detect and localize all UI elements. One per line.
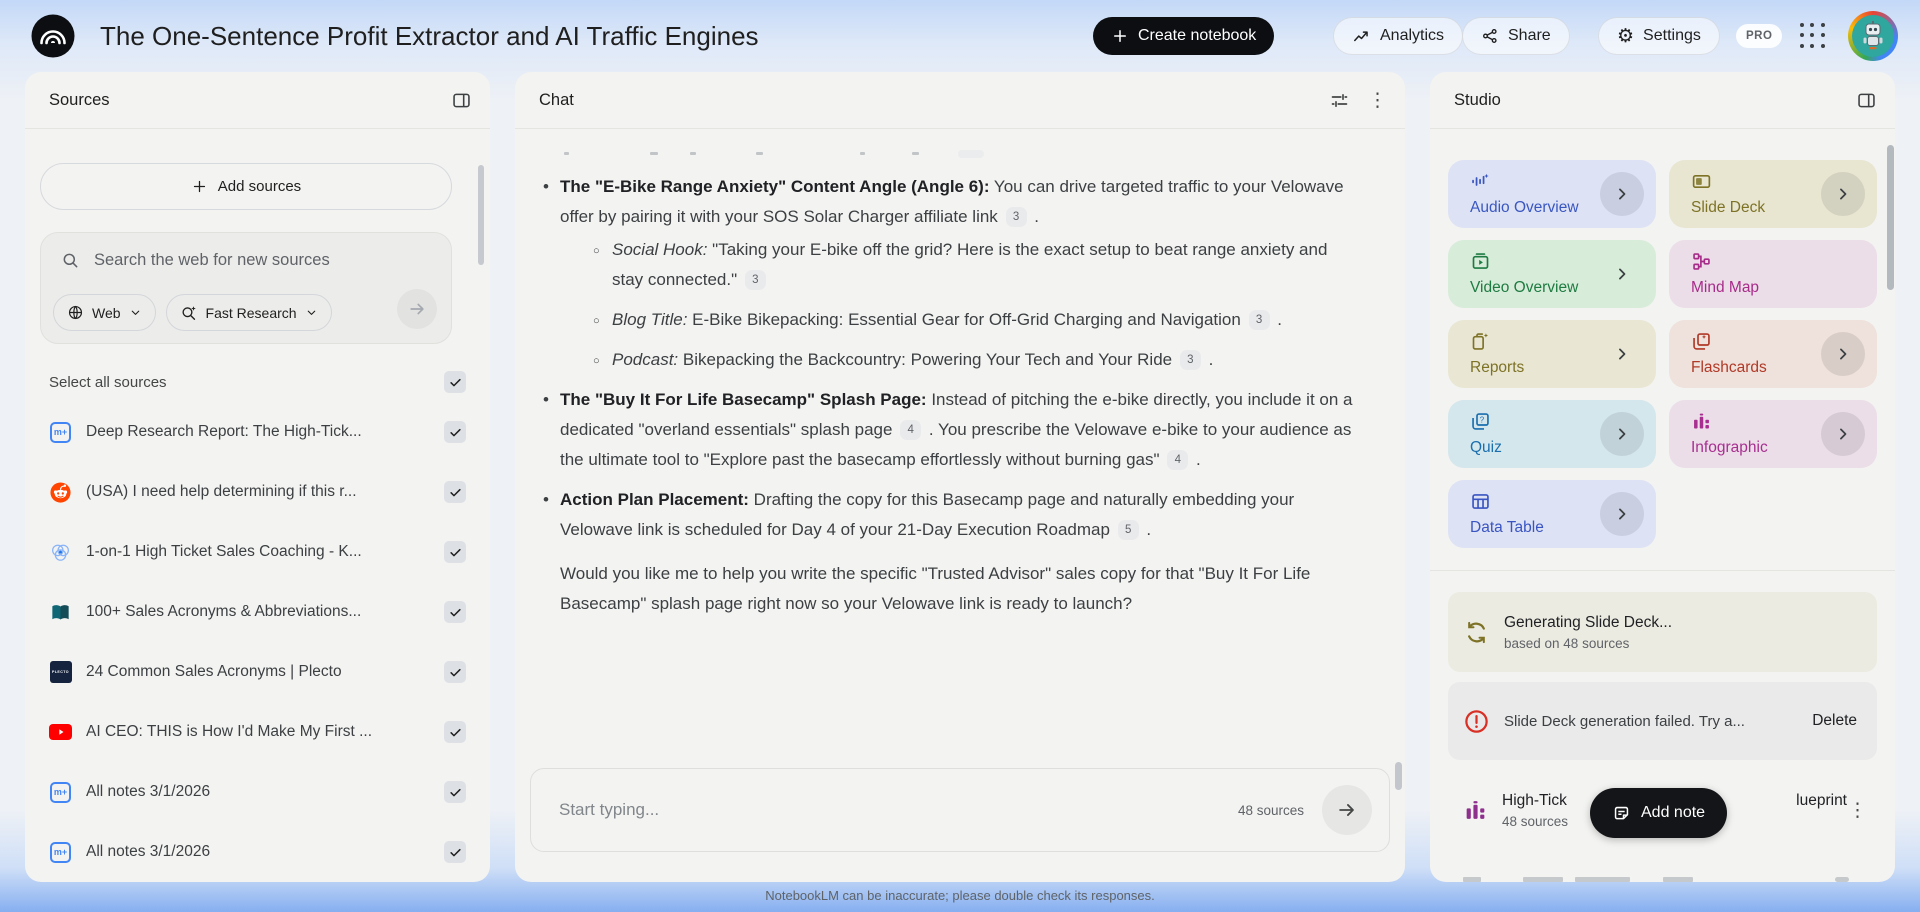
research-mode-dropdown[interactable]: Fast Research bbox=[166, 294, 332, 331]
generating-status-row[interactable] bbox=[1448, 592, 1877, 672]
tile-label: Infographic bbox=[1691, 439, 1768, 456]
refresh-icon bbox=[1463, 619, 1490, 646]
source-title: (USA) I need help determining if this r... bbox=[86, 483, 357, 500]
studio-tile-audio-overview[interactable] bbox=[1448, 160, 1656, 228]
settings-button[interactable]: ⚙︎ Settings bbox=[1598, 17, 1720, 55]
search-icon bbox=[61, 251, 80, 270]
globe-icon bbox=[67, 304, 84, 321]
tile-label: Audio Overview bbox=[1470, 199, 1579, 216]
create-notebook-button[interactable]: Create notebook bbox=[1093, 17, 1274, 55]
select-all-row bbox=[49, 367, 466, 397]
studio-tile-grid bbox=[1448, 160, 1877, 548]
source-checkbox[interactable] bbox=[444, 601, 466, 623]
chevron-down-icon bbox=[305, 306, 318, 319]
share-button[interactable]: Share bbox=[1462, 17, 1570, 55]
studio-divider bbox=[1430, 570, 1895, 571]
account-avatar[interactable] bbox=[1848, 11, 1898, 61]
chat-input-bar bbox=[530, 768, 1390, 852]
source-title: AI CEO: THIS is How I'd Make My First ... bbox=[86, 723, 373, 740]
source-checkbox[interactable] bbox=[444, 481, 466, 503]
quiz-icon bbox=[1470, 411, 1491, 432]
source-checkbox[interactable] bbox=[444, 421, 466, 443]
source-checkbox[interactable] bbox=[444, 841, 466, 863]
tile-label: Quiz bbox=[1470, 439, 1502, 456]
select-all-label: Select all sources bbox=[49, 373, 167, 391]
youtube-icon bbox=[49, 721, 72, 744]
svg-text:?: ? bbox=[1479, 415, 1485, 425]
notebook-title[interactable]: The One-Sentence Profit Extractor and AI Traffic Engines bbox=[100, 20, 759, 51]
book-icon bbox=[49, 601, 72, 624]
avatar-robot-image bbox=[1852, 15, 1894, 57]
source-row[interactable] bbox=[25, 762, 490, 822]
chevron-right-icon[interactable] bbox=[1600, 492, 1644, 536]
artifact-title-left: High-Tick bbox=[1502, 791, 1567, 809]
citation-chip[interactable]: 4 bbox=[900, 420, 921, 440]
datatable-icon bbox=[1470, 491, 1491, 512]
delete-button[interactable]: Delete bbox=[1812, 712, 1857, 729]
add-sources-button[interactable]: Add sources bbox=[40, 163, 452, 210]
studio-panel-title: Studio bbox=[1454, 90, 1501, 109]
chevron-right-icon[interactable] bbox=[1821, 172, 1865, 216]
studio-tile-slide-deck[interactable] bbox=[1669, 160, 1877, 228]
tile-label: Mind Map bbox=[1691, 279, 1760, 296]
note-icon bbox=[1612, 804, 1631, 823]
infographic-bars-icon bbox=[1463, 798, 1488, 823]
chat-panel-title: Chat bbox=[539, 90, 574, 109]
top-bar bbox=[0, 0, 1920, 72]
chevron-right-icon[interactable] bbox=[1600, 172, 1644, 216]
plecto-icon: PLECTO bbox=[49, 661, 72, 684]
chevron-right-icon[interactable] bbox=[1821, 412, 1865, 456]
note-icon: m+ bbox=[49, 421, 72, 444]
note-icon: m+ bbox=[49, 841, 72, 864]
plus-icon bbox=[1111, 27, 1129, 45]
pro-badge: PRO bbox=[1736, 24, 1782, 48]
chat-scroll-area[interactable] bbox=[515, 129, 1399, 748]
studio-tile-quiz[interactable] bbox=[1448, 400, 1656, 468]
studio-tile-flashcards[interactable] bbox=[1669, 320, 1877, 388]
studio-tile-reports[interactable] bbox=[1448, 320, 1656, 388]
audio-icon bbox=[1470, 171, 1491, 192]
tile-label: Video Overview bbox=[1470, 279, 1579, 296]
source-checkbox[interactable] bbox=[444, 721, 466, 743]
web-search-box bbox=[40, 232, 452, 344]
chat-scrollbar[interactable] bbox=[1395, 762, 1402, 790]
studio-panel bbox=[1430, 72, 1895, 882]
video-icon bbox=[1470, 251, 1491, 272]
failed-status-row[interactable] bbox=[1448, 682, 1877, 760]
disclaimer-text: NotebookLM can be inaccurate; please double check its responses. bbox=[765, 888, 1155, 903]
studio-tile-infographic[interactable] bbox=[1669, 400, 1877, 468]
tile-label: Reports bbox=[1470, 359, 1525, 376]
source-row[interactable] bbox=[25, 462, 490, 522]
plus-icon bbox=[191, 178, 208, 195]
source-title: All notes 3/1/2026 bbox=[86, 783, 211, 800]
infographic-icon bbox=[1691, 411, 1712, 432]
tile-label: Flashcards bbox=[1691, 359, 1767, 376]
send-button[interactable] bbox=[1322, 785, 1372, 835]
source-row[interactable] bbox=[25, 402, 490, 462]
source-row[interactable] bbox=[25, 582, 490, 642]
studio-tile-data-table[interactable] bbox=[1448, 480, 1656, 548]
studio-scrollbar[interactable] bbox=[1887, 145, 1894, 290]
source-title: 100+ Sales Acronyms & Abbreviations... bbox=[86, 603, 362, 620]
chat-input[interactable] bbox=[531, 799, 1238, 821]
citation-chip[interactable]: 3 bbox=[1180, 350, 1201, 370]
source-row[interactable] bbox=[25, 822, 490, 882]
source-checkbox[interactable] bbox=[444, 781, 466, 803]
source-title: All notes 3/1/2026 bbox=[86, 843, 211, 860]
source-checkbox[interactable] bbox=[444, 541, 466, 563]
gear-icon: ⚙︎ bbox=[1617, 25, 1635, 47]
failed-title: Slide Deck generation failed. Try a... bbox=[1504, 712, 1745, 730]
generating-title: Generating Slide Deck... bbox=[1504, 613, 1673, 631]
chevron-right-icon[interactable] bbox=[1600, 412, 1644, 456]
error-icon bbox=[1463, 708, 1490, 735]
citation-chip[interactable]: 3 bbox=[1249, 310, 1270, 330]
clipped-previous-line bbox=[560, 145, 1399, 158]
venn-icon bbox=[49, 541, 72, 564]
sources-panel bbox=[25, 72, 490, 882]
chat-paragraph: Would you like me to help you write the specific "Trusted Advisor" sales copy for that "Buy It For Life Basecamp" splash page right now so your Velowave link is ready to launch? bbox=[560, 564, 1311, 613]
source-row[interactable] bbox=[25, 642, 490, 702]
source-list bbox=[25, 402, 490, 882]
chat-bullet: ○ Blog Title: E-Bike Bikepacking: Essential Gear for Off-Grid Charging and Navigation 3 . bbox=[612, 305, 1358, 335]
artifact-subtitle: 48 sources bbox=[1502, 813, 1569, 829]
collapse-panel-icon[interactable] bbox=[1856, 90, 1877, 111]
tune-icon[interactable] bbox=[1329, 90, 1350, 111]
tile-label: Data Table bbox=[1470, 519, 1544, 536]
studio-tile-video-overview[interactable] bbox=[1448, 240, 1656, 308]
reports-icon bbox=[1470, 331, 1491, 352]
sparkle-search-icon bbox=[180, 304, 198, 322]
chat-bullet: ○ Social Hook: "Taking your E-bike off the grid? Here is the exact setup to beat range anxiety and stay connected." 3 bbox=[612, 235, 1358, 295]
chat-bullet: • The "Buy It For Life Basecamp" Splash Page: Instead of pitching the e-bike directly, you include it on a dedicated "overland essentials" splash page 4 . You prescribe the Velowave e-bike to your audience as the ultimate tool to "Explore past the basecamp effortlessly without burning gas" 4 . bbox=[560, 385, 1358, 475]
studio-tile-mind-map[interactable] bbox=[1669, 240, 1877, 308]
source-row[interactable] bbox=[25, 522, 490, 582]
chevron-right-icon[interactable] bbox=[1821, 332, 1865, 376]
source-row[interactable] bbox=[25, 702, 490, 762]
flashcards-icon bbox=[1691, 331, 1712, 352]
clipped-next-row bbox=[1463, 871, 1871, 882]
citation-chip[interactable]: 4 bbox=[1167, 450, 1188, 470]
citation-chip[interactable]: 3 bbox=[1006, 207, 1027, 227]
source-title: 24 Common Sales Acronyms | Plecto bbox=[86, 663, 342, 680]
chevron-right-icon[interactable] bbox=[1600, 252, 1644, 296]
note-icon: m+ bbox=[49, 781, 72, 804]
search-input[interactable]: Search the web for new sources bbox=[94, 251, 330, 269]
chevron-down-icon bbox=[129, 306, 142, 319]
chat-bullet: • The "E-Bike Range Anxiety" Content Angle (Angle 6): You can drive targeted traffic to your Velowave offer by pairing it with your SOS Solar Charger affiliate link 3 . bbox=[560, 172, 1358, 232]
tile-label: Slide Deck bbox=[1691, 199, 1766, 216]
reddit-icon bbox=[49, 481, 72, 504]
chat-bullet: ○ Podcast: Bikepacking the Backcountry: Powering Your Tech and Your Ride 3 . bbox=[612, 345, 1358, 375]
artifact-more-menu-icon[interactable]: ⋮ bbox=[1848, 799, 1867, 821]
sources-scrollbar[interactable] bbox=[478, 165, 484, 265]
google-apps-grid-icon[interactable] bbox=[1800, 23, 1827, 50]
collapse-panel-icon[interactable] bbox=[451, 90, 472, 111]
web-scope-dropdown[interactable]: Web bbox=[53, 294, 156, 331]
source-title: Deep Research Report: The High-Tick... bbox=[86, 423, 362, 440]
share-icon bbox=[1481, 27, 1499, 45]
slide-icon bbox=[1691, 171, 1712, 192]
chat-bullet: • Action Plan Placement: Drafting the copy for this Basecamp page and naturally embedding your Velowave link is scheduled for Day 4 of your 21-Day Execution Roadmap 5 . bbox=[560, 485, 1358, 545]
citation-chip[interactable]: 3 bbox=[745, 270, 766, 290]
chat-panel bbox=[515, 72, 1405, 882]
analytics-button[interactable]: Analytics bbox=[1333, 17, 1463, 55]
search-submit-button[interactable] bbox=[397, 289, 437, 329]
select-all-checkbox[interactable] bbox=[444, 371, 466, 393]
more-menu-icon[interactable]: ⋮ bbox=[1368, 89, 1387, 111]
generating-subtitle: based on 48 sources bbox=[1504, 635, 1630, 651]
notebooklm-logo-icon[interactable] bbox=[30, 13, 76, 59]
add-note-button[interactable]: Add note bbox=[1590, 788, 1727, 838]
artifact-title-right: lueprint bbox=[1796, 791, 1847, 809]
mindmap-icon bbox=[1691, 251, 1712, 272]
source-checkbox[interactable] bbox=[444, 661, 466, 683]
chevron-right-icon[interactable] bbox=[1600, 332, 1644, 376]
citation-chip[interactable]: 5 bbox=[1118, 520, 1139, 540]
chat-source-count: 48 sources bbox=[1237, 802, 1304, 818]
source-title: 1-on-1 High Ticket Sales Coaching - K... bbox=[86, 543, 362, 560]
analytics-icon bbox=[1352, 27, 1371, 46]
sources-panel-title: Sources bbox=[49, 90, 110, 109]
